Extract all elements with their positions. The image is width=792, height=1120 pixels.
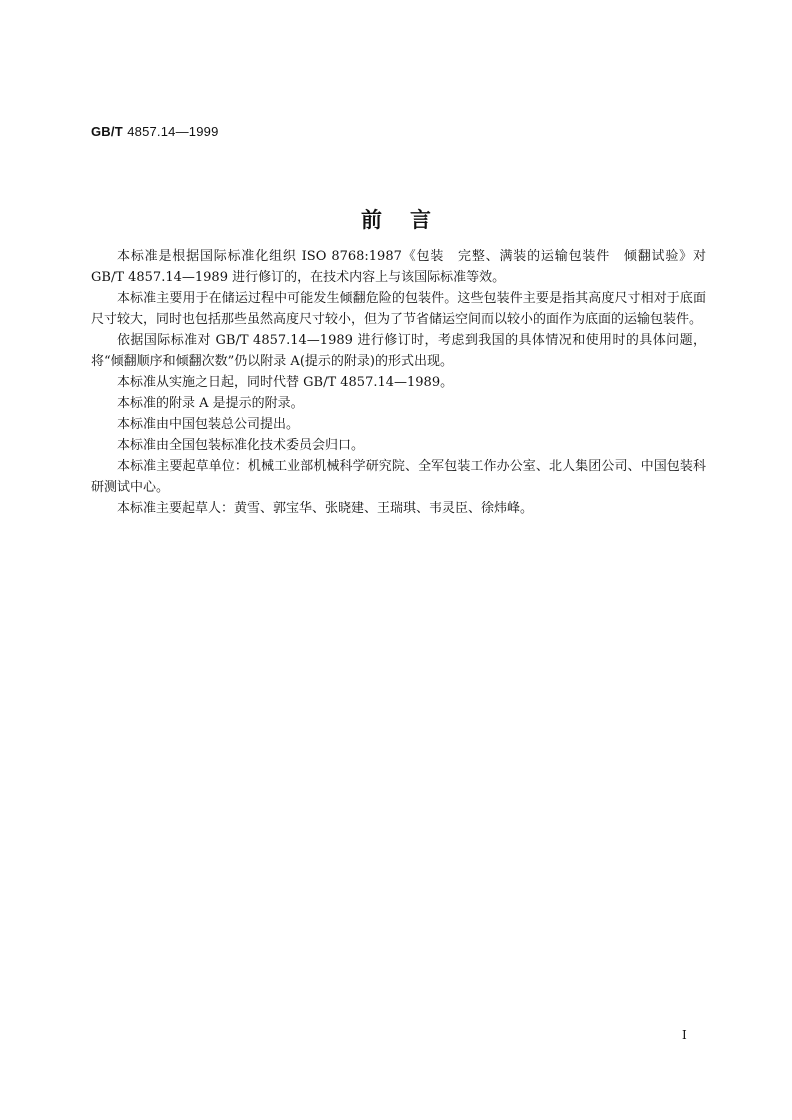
paragraph: 本标准由中国包装总公司提出。	[117, 417, 300, 432]
paragraph: 本标准主要起草单位：机械工业部机械科学研究院、全军包装工作办公室、北人集团公司、中国包装科研测试中心。	[91, 459, 706, 495]
paragraph: 本标准从实施之日起，同时代替 GB/T 4857.14—1989。	[117, 375, 454, 390]
page-title: 前言	[361, 207, 459, 232]
preface-body	[91, 246, 706, 519]
standard-code-prefix: GB/T	[91, 124, 123, 139]
page-number: I	[682, 1028, 687, 1042]
paragraph: 本标准主要用于在储运过程中可能发生倾翻危险的包装件。这些包装件主要是指其高度尺寸相对于底面尺寸较大，同时也包括那些虽然高度尺寸较小，但为了节省储运空间而以较小的面作为底面的运输包装件。	[91, 291, 706, 327]
paragraph: 本标准主要起草人：黄雪、郭宝华、张晓建、王瑞琪、韦灵臣、徐炜峰。	[117, 501, 534, 516]
paragraph: 本标准由全国包装标准化技术委员会归口。	[117, 438, 365, 453]
paragraph: 本标准是根据国际标准化组织 ISO 8768:1987《包装 完整、满装的运输包装件 倾翻试验》对 GB/T 4857.14—1989 进行修订的，在技术内容上与该国际标准等效。	[91, 249, 706, 285]
paragraph: 本标准的附录 A 是提示的附录。	[117, 396, 304, 411]
standard-code-number: 4857.14—1999	[127, 124, 219, 139]
standard-code	[91, 124, 219, 140]
paragraph: 依据国际标准对 GB/T 4857.14—1989 进行修订时，考虑到我国的具体情况和使用时的具体问题，将“倾翻顺序和倾翻次数”仍以附录 A(提示的附录)的形式出现。	[91, 333, 706, 369]
